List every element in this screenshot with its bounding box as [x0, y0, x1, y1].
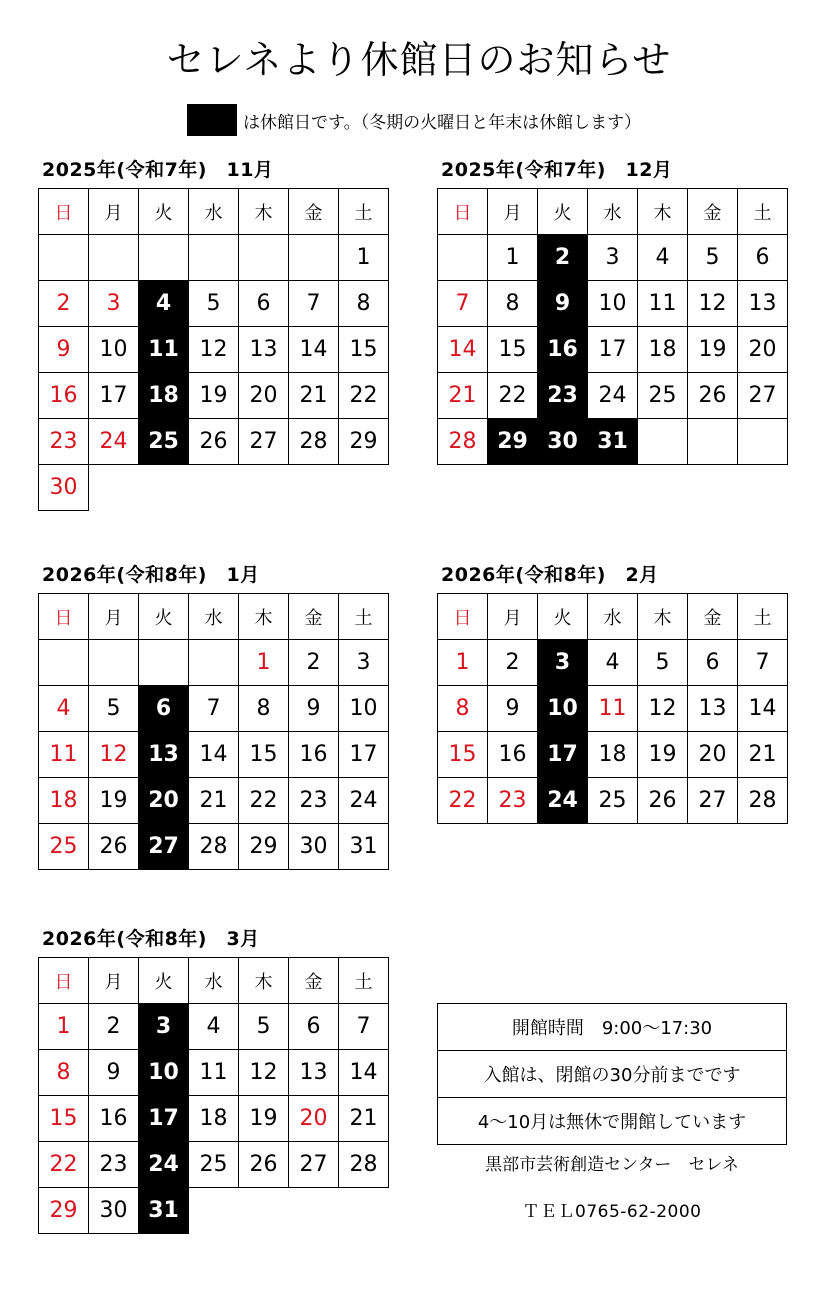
day-cell: 2: [488, 640, 538, 686]
weekday-label: 水: [189, 958, 239, 1004]
calendar-heading: 2026年(令和8年) 1月: [42, 564, 260, 586]
day-cell: 8: [39, 1050, 89, 1096]
day-cell: 8: [438, 686, 488, 732]
day-cell: 22: [239, 778, 289, 824]
day-cell: 13: [289, 1050, 339, 1096]
day-cell: 25: [588, 778, 638, 824]
day-cell: 24: [588, 373, 638, 419]
weekday-label: 水: [588, 594, 638, 640]
open-season-note: 4～10月は無休で開館しています: [477, 1112, 747, 1133]
day-cell: 17: [588, 327, 638, 373]
weekday-label: 日: [39, 958, 89, 1004]
day-cell: 31: [339, 824, 389, 870]
day-cell: 3: [588, 235, 638, 281]
weekday-label: 日: [438, 189, 488, 235]
empty-cell: [139, 465, 189, 511]
day-cell: 29: [39, 1188, 89, 1234]
legend: [187, 104, 641, 136]
day-cell: 26: [239, 1142, 289, 1188]
day-cell: 5: [239, 1004, 289, 1050]
day-cell: 16: [39, 373, 89, 419]
empty-cell: [189, 640, 239, 686]
calendar-2025-12: [437, 159, 788, 465]
day-cell: 17: [89, 373, 139, 419]
day-cell: 19: [89, 778, 139, 824]
day-cell: 3: [139, 1004, 189, 1050]
day-cell: 31: [588, 419, 638, 465]
empty-cell: [339, 1188, 389, 1234]
day-cell: 13: [139, 732, 189, 778]
week-row: [39, 824, 389, 870]
day-cell: 21: [339, 1096, 389, 1142]
day-cell: 13: [738, 281, 788, 327]
day-cell: 1: [39, 1004, 89, 1050]
info-box: [437, 1003, 787, 1145]
calendar-grid: [437, 593, 788, 824]
day-cell: 21: [289, 373, 339, 419]
week-row: [39, 465, 389, 511]
day-cell: 2: [289, 640, 339, 686]
day-cell: 23: [488, 778, 538, 824]
day-cell: 30: [89, 1188, 139, 1234]
empty-cell: [638, 419, 688, 465]
empty-cell: [189, 1188, 239, 1234]
weekday-label: 水: [588, 189, 638, 235]
calendar-2026-01: [38, 564, 389, 870]
calendar-heading: 2025年(令和7年) 12月: [441, 159, 673, 181]
day-cell: 6: [688, 640, 738, 686]
day-cell: 28: [738, 778, 788, 824]
day-cell: 16: [538, 327, 588, 373]
empty-cell: [289, 465, 339, 511]
day-cell: 22: [39, 1142, 89, 1188]
weekday-label: 月: [89, 189, 139, 235]
day-cell: 7: [289, 281, 339, 327]
week-row: [438, 732, 788, 778]
week-row: [438, 640, 788, 686]
day-cell: 1: [339, 235, 389, 281]
day-cell: 31: [139, 1188, 189, 1234]
calendar-grid: [437, 188, 788, 465]
day-cell: 17: [139, 1096, 189, 1142]
day-cell: 4: [39, 686, 89, 732]
day-cell: 11: [189, 1050, 239, 1096]
day-cell: 19: [688, 327, 738, 373]
telephone: ＴＥＬ0765-62-2000: [522, 1202, 702, 1222]
day-cell: 8: [339, 281, 389, 327]
empty-cell: [339, 465, 389, 511]
day-cell: 25: [39, 824, 89, 870]
day-cell: 24: [538, 778, 588, 824]
day-cell: 30: [39, 465, 89, 511]
day-cell: 7: [438, 281, 488, 327]
day-cell: 24: [89, 419, 139, 465]
empty-cell: [289, 235, 339, 281]
day-cell: 4: [189, 1004, 239, 1050]
day-cell: 3: [89, 281, 139, 327]
weekday-label: 土: [339, 189, 389, 235]
week-row: [39, 419, 389, 465]
day-cell: 7: [189, 686, 239, 732]
day-cell: 23: [289, 778, 339, 824]
day-cell: 23: [89, 1142, 139, 1188]
day-cell: 15: [39, 1096, 89, 1142]
day-cell: 21: [738, 732, 788, 778]
day-cell: 20: [239, 373, 289, 419]
day-cell: 11: [588, 686, 638, 732]
day-cell: 2: [89, 1004, 139, 1050]
weekday-label: 日: [438, 594, 488, 640]
weekday-label: 火: [139, 958, 189, 1004]
empty-cell: [39, 235, 89, 281]
weekday-label: 火: [139, 594, 189, 640]
calendar-2026-03: [38, 928, 389, 1234]
weekday-label: 土: [339, 594, 389, 640]
day-cell: 8: [488, 281, 538, 327]
week-row: [39, 686, 389, 732]
day-cell: 3: [339, 640, 389, 686]
day-cell: 18: [588, 732, 638, 778]
day-cell: 14: [189, 732, 239, 778]
calendar-grid: [38, 188, 389, 511]
day-cell: 26: [638, 778, 688, 824]
weekday-header-row: [438, 189, 788, 235]
day-cell: 20: [139, 778, 189, 824]
day-cell: 7: [339, 1004, 389, 1050]
calendar-heading: 2026年(令和8年) 2月: [441, 564, 659, 586]
weekday-header-row: [39, 594, 389, 640]
day-cell: 15: [339, 327, 389, 373]
empty-cell: [89, 465, 139, 511]
day-cell: 1: [239, 640, 289, 686]
empty-cell: [438, 235, 488, 281]
day-cell: 5: [638, 640, 688, 686]
day-cell: 13: [688, 686, 738, 732]
day-cell: 15: [438, 732, 488, 778]
day-cell: 22: [438, 778, 488, 824]
day-cell: 4: [638, 235, 688, 281]
day-cell: 6: [289, 1004, 339, 1050]
day-cell: 18: [139, 373, 189, 419]
calendar-grid: [38, 593, 389, 870]
day-cell: 12: [189, 327, 239, 373]
weekday-label: 水: [189, 189, 239, 235]
day-cell: 29: [488, 419, 538, 465]
weekday-label: 木: [638, 189, 688, 235]
day-cell: 9: [289, 686, 339, 732]
day-cell: 12: [89, 732, 139, 778]
day-cell: 20: [688, 732, 738, 778]
empty-cell: [239, 465, 289, 511]
day-cell: 27: [139, 824, 189, 870]
weekday-label: 金: [688, 189, 738, 235]
day-cell: 4: [139, 281, 189, 327]
day-cell: 23: [538, 373, 588, 419]
empty-cell: [139, 235, 189, 281]
day-cell: 10: [538, 686, 588, 732]
day-cell: 16: [89, 1096, 139, 1142]
day-cell: 6: [239, 281, 289, 327]
weekday-label: 木: [239, 594, 289, 640]
empty-cell: [688, 419, 738, 465]
day-cell: 5: [189, 281, 239, 327]
calendar-grid: [38, 957, 389, 1234]
last-entry-note: 入館は、閉館の30分前までです: [438, 1051, 786, 1098]
week-row: [438, 281, 788, 327]
day-cell: 15: [488, 327, 538, 373]
day-cell: 24: [339, 778, 389, 824]
day-cell: 16: [488, 732, 538, 778]
empty-cell: [189, 465, 239, 511]
day-cell: 22: [339, 373, 389, 419]
weekday-label: 月: [488, 594, 538, 640]
day-cell: 14: [289, 327, 339, 373]
weekday-label: 月: [89, 594, 139, 640]
weekday-label: 金: [289, 594, 339, 640]
opening-hours: 開館時間 9:00～17:30: [438, 1004, 786, 1051]
weekday-label: 土: [339, 958, 389, 1004]
week-row: [39, 778, 389, 824]
weekday-label: 日: [39, 189, 89, 235]
empty-cell: [239, 235, 289, 281]
day-cell: 29: [339, 419, 389, 465]
day-cell: 30: [538, 419, 588, 465]
empty-cell: [89, 640, 139, 686]
calendar-2026-02: [437, 564, 788, 824]
week-row: [39, 1096, 389, 1142]
day-cell: 19: [189, 373, 239, 419]
day-cell: 3: [538, 640, 588, 686]
day-cell: 4: [588, 640, 638, 686]
day-cell: 16: [289, 732, 339, 778]
day-cell: 11: [139, 327, 189, 373]
day-cell: 20: [738, 327, 788, 373]
day-cell: 29: [239, 824, 289, 870]
organization-name: 黒部市芸術創造センター セレネ: [485, 1155, 739, 1175]
day-cell: 25: [139, 419, 189, 465]
calendar-2025-11: [38, 159, 389, 511]
empty-cell: [139, 640, 189, 686]
closed-day-swatch: [187, 104, 237, 136]
day-cell: 10: [588, 281, 638, 327]
week-row: [438, 778, 788, 824]
day-cell: 27: [738, 373, 788, 419]
day-cell: 17: [339, 732, 389, 778]
weekday-label: 火: [538, 189, 588, 235]
weekday-label: 土: [738, 189, 788, 235]
day-cell: 28: [438, 419, 488, 465]
day-cell: 21: [438, 373, 488, 419]
day-cell: 14: [738, 686, 788, 732]
day-cell: 14: [438, 327, 488, 373]
week-row: [438, 419, 788, 465]
day-cell: 7: [738, 640, 788, 686]
week-row: [438, 373, 788, 419]
empty-cell: [189, 235, 239, 281]
weekday-label: 金: [289, 189, 339, 235]
day-cell: 28: [189, 824, 239, 870]
week-row: [39, 1004, 389, 1050]
week-row: [438, 686, 788, 732]
weekday-header-row: [39, 189, 389, 235]
day-cell: 27: [688, 778, 738, 824]
day-cell: 19: [239, 1096, 289, 1142]
weekday-header-row: [39, 958, 389, 1004]
day-cell: 28: [289, 419, 339, 465]
week-row: [39, 373, 389, 419]
legend-text: は休館日です。（冬期の火曜日と年末は休館します）: [243, 112, 642, 133]
day-cell: 27: [239, 419, 289, 465]
weekday-label: 木: [239, 958, 289, 1004]
weekday-label: 水: [189, 594, 239, 640]
empty-cell: [39, 640, 89, 686]
day-cell: 11: [39, 732, 89, 778]
day-cell: 12: [688, 281, 738, 327]
weekday-label: 金: [688, 594, 738, 640]
day-cell: 9: [39, 327, 89, 373]
day-cell: 21: [189, 778, 239, 824]
day-cell: 25: [189, 1142, 239, 1188]
day-cell: 10: [339, 686, 389, 732]
week-row: [39, 1188, 389, 1234]
empty-cell: [239, 1188, 289, 1234]
page-title: セレネより休館日のお知らせ: [166, 38, 672, 82]
day-cell: 17: [538, 732, 588, 778]
day-cell: 5: [688, 235, 738, 281]
weekday-label: 日: [39, 594, 89, 640]
day-cell: 10: [89, 327, 139, 373]
day-cell: 26: [189, 419, 239, 465]
day-cell: 9: [538, 281, 588, 327]
day-cell: 1: [438, 640, 488, 686]
day-cell: 30: [289, 824, 339, 870]
day-cell: 26: [89, 824, 139, 870]
day-cell: 22: [488, 373, 538, 419]
day-cell: 24: [139, 1142, 189, 1188]
weekday-label: 月: [89, 958, 139, 1004]
day-cell: 15: [239, 732, 289, 778]
weekday-label: 火: [538, 594, 588, 640]
weekday-label: 土: [738, 594, 788, 640]
week-row: [39, 281, 389, 327]
week-row: [39, 640, 389, 686]
day-cell: 10: [139, 1050, 189, 1096]
day-cell: 19: [638, 732, 688, 778]
empty-cell: [89, 235, 139, 281]
weekday-label: 木: [239, 189, 289, 235]
empty-cell: [289, 1188, 339, 1234]
week-row: [39, 327, 389, 373]
day-cell: 23: [39, 419, 89, 465]
day-cell: 9: [89, 1050, 139, 1096]
weekday-label: 月: [488, 189, 538, 235]
day-cell: 26: [688, 373, 738, 419]
day-cell: 6: [139, 686, 189, 732]
day-cell: 12: [638, 686, 688, 732]
day-cell: 28: [339, 1142, 389, 1188]
day-cell: 8: [239, 686, 289, 732]
day-cell: 6: [738, 235, 788, 281]
day-cell: 9: [488, 686, 538, 732]
day-cell: 18: [39, 778, 89, 824]
day-cell: 2: [538, 235, 588, 281]
day-cell: 11: [638, 281, 688, 327]
calendar-heading: 2025年(令和7年) 11月: [42, 159, 274, 181]
weekday-label: 火: [139, 189, 189, 235]
weekday-header-row: [438, 594, 788, 640]
day-cell: 13: [239, 327, 289, 373]
day-cell: 12: [239, 1050, 289, 1096]
week-row: [438, 235, 788, 281]
day-cell: 2: [39, 281, 89, 327]
day-cell: 18: [189, 1096, 239, 1142]
week-row: [39, 1050, 389, 1096]
day-cell: 1: [488, 235, 538, 281]
weekday-label: 木: [638, 594, 688, 640]
empty-cell: [738, 419, 788, 465]
calendar-heading: 2026年(令和8年) 3月: [42, 928, 260, 950]
day-cell: 20: [289, 1096, 339, 1142]
week-row: [39, 235, 389, 281]
weekday-label: 金: [289, 958, 339, 1004]
week-row: [438, 327, 788, 373]
week-row: [39, 732, 389, 778]
day-cell: 5: [89, 686, 139, 732]
day-cell: 27: [289, 1142, 339, 1188]
day-cell: 25: [638, 373, 688, 419]
week-row: [39, 1142, 389, 1188]
day-cell: 18: [638, 327, 688, 373]
day-cell: 14: [339, 1050, 389, 1096]
